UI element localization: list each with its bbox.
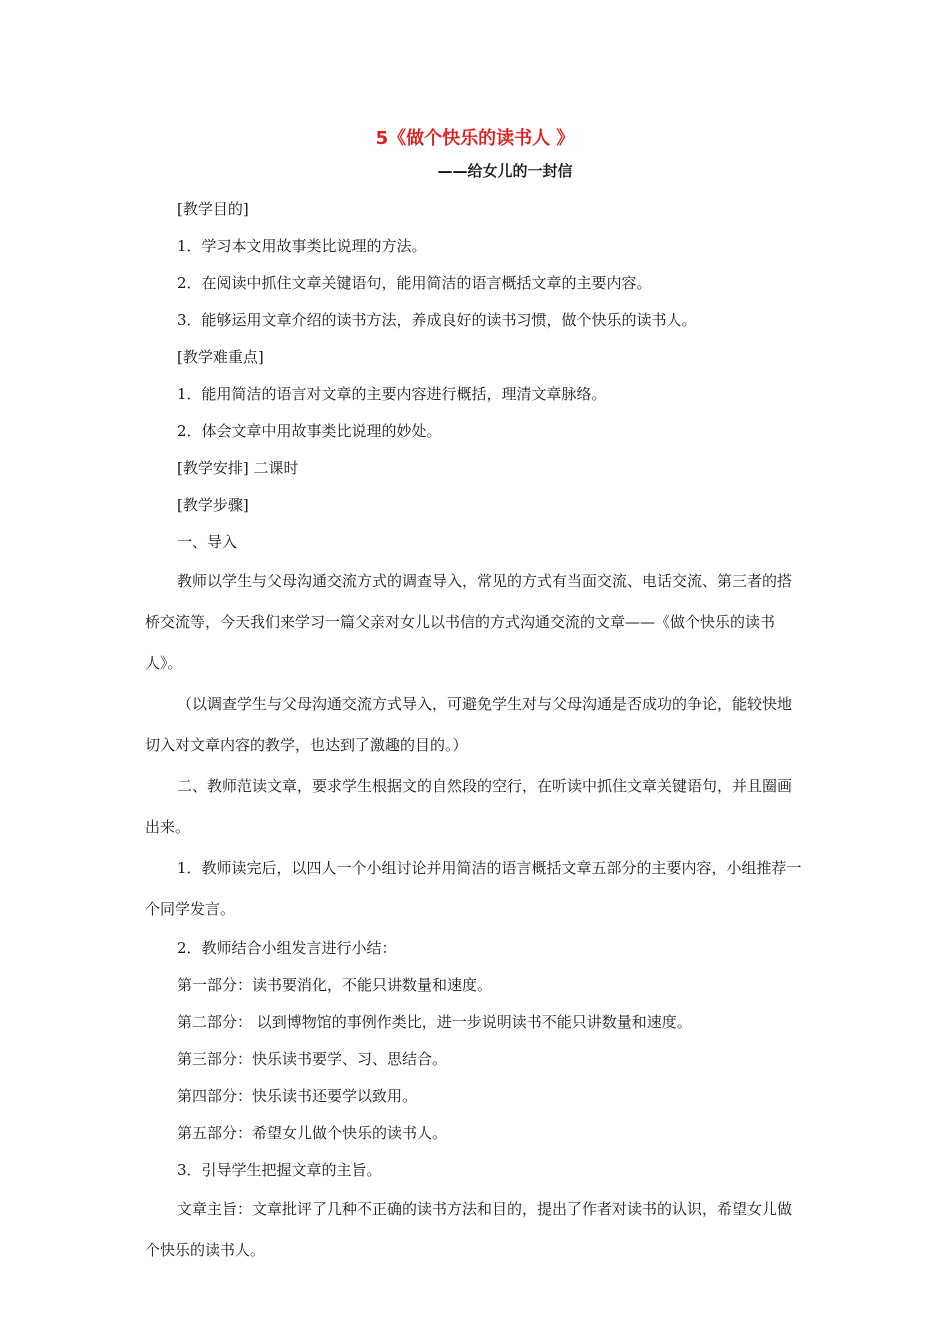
body-paragraph: 1．教师读完后，以四人一个小组讨论并用简洁的语言概括文章五部分的主要内容，小组推荐一个同学发言。 (145, 859, 802, 918)
key-point-item: 2．体会文章中用故事类比说理的妙处。 (177, 422, 442, 440)
body-paragraph: 2．教师结合小组发言进行小结： (177, 939, 397, 957)
summary-item: 第三部分：快乐读书要学、习、思结合。 (177, 1050, 448, 1068)
body-paragraph: （以调查学生与父母沟通交流方式导入，可避免学生对与父母沟通是否成功的争论，能较快地切入对文章内容的教学，也达到了激趣的目的。） (145, 695, 793, 754)
summary-item: 第四部分：快乐读书还要学以致用。 (177, 1087, 418, 1105)
section-heading-steps: [教学步骤] (177, 496, 249, 514)
body-paragraph: 3．引导学生把握文章的主旨。 (177, 1161, 382, 1179)
summary-item: 第一部分：读书要消化，不能只讲数量和速度。 (177, 976, 493, 994)
objective-item: 3．能够运用文章介绍的读书方法，养成良好的读书习惯，做个快乐的读书人。 (177, 311, 697, 329)
section-heading-key-points: [教学难重点] (177, 348, 264, 366)
section-heading-schedule: [教学安排] 二课时 (177, 459, 299, 477)
body-paragraph: 文章主旨：文章批评了几种不正确的读书方法和目的，提出了作者对读书的认识，希望女儿做个快乐的读书人。 (145, 1200, 793, 1259)
document-body (145, 191, 805, 1271)
summary-item: 第五部分：希望女儿做个快乐的读书人。 (177, 1124, 448, 1142)
step-heading: 一、导入 (177, 533, 238, 551)
summary-item: 第二部分： 以到博物馆的事例作类比，进一步说明读书不能只讲数量和速度。 (177, 1013, 692, 1031)
key-point-item: 1．能用简洁的语言对文章的主要内容进行概括，理清文章脉络。 (177, 385, 607, 403)
section-heading-objectives: [教学目的] (177, 200, 249, 218)
objective-item: 1．学习本文用故事类比说理的方法。 (177, 237, 427, 255)
objective-item: 2．在阅读中抓住文章关键语句，能用简洁的语言概括文章的主要内容。 (177, 274, 652, 292)
document-title: 5《做个快乐的读书人 》 (375, 128, 575, 149)
document-subtitle: ——给女儿的一封信 (437, 162, 573, 180)
body-paragraph: 教师以学生与父母沟通交流方式的调查导入，常见的方式有当面交流、电话交流、第三者的搭桥交流等，今天我们来学习一篇父亲对女儿以书信的方式沟通交流的文章——《做个快乐的读书人》。 (145, 572, 793, 672)
step-heading: 二、教师范读文章，要求学生根据文的自然段的空行，在听读中抓住文章关键语句，并且圈画出来。 (145, 777, 793, 836)
